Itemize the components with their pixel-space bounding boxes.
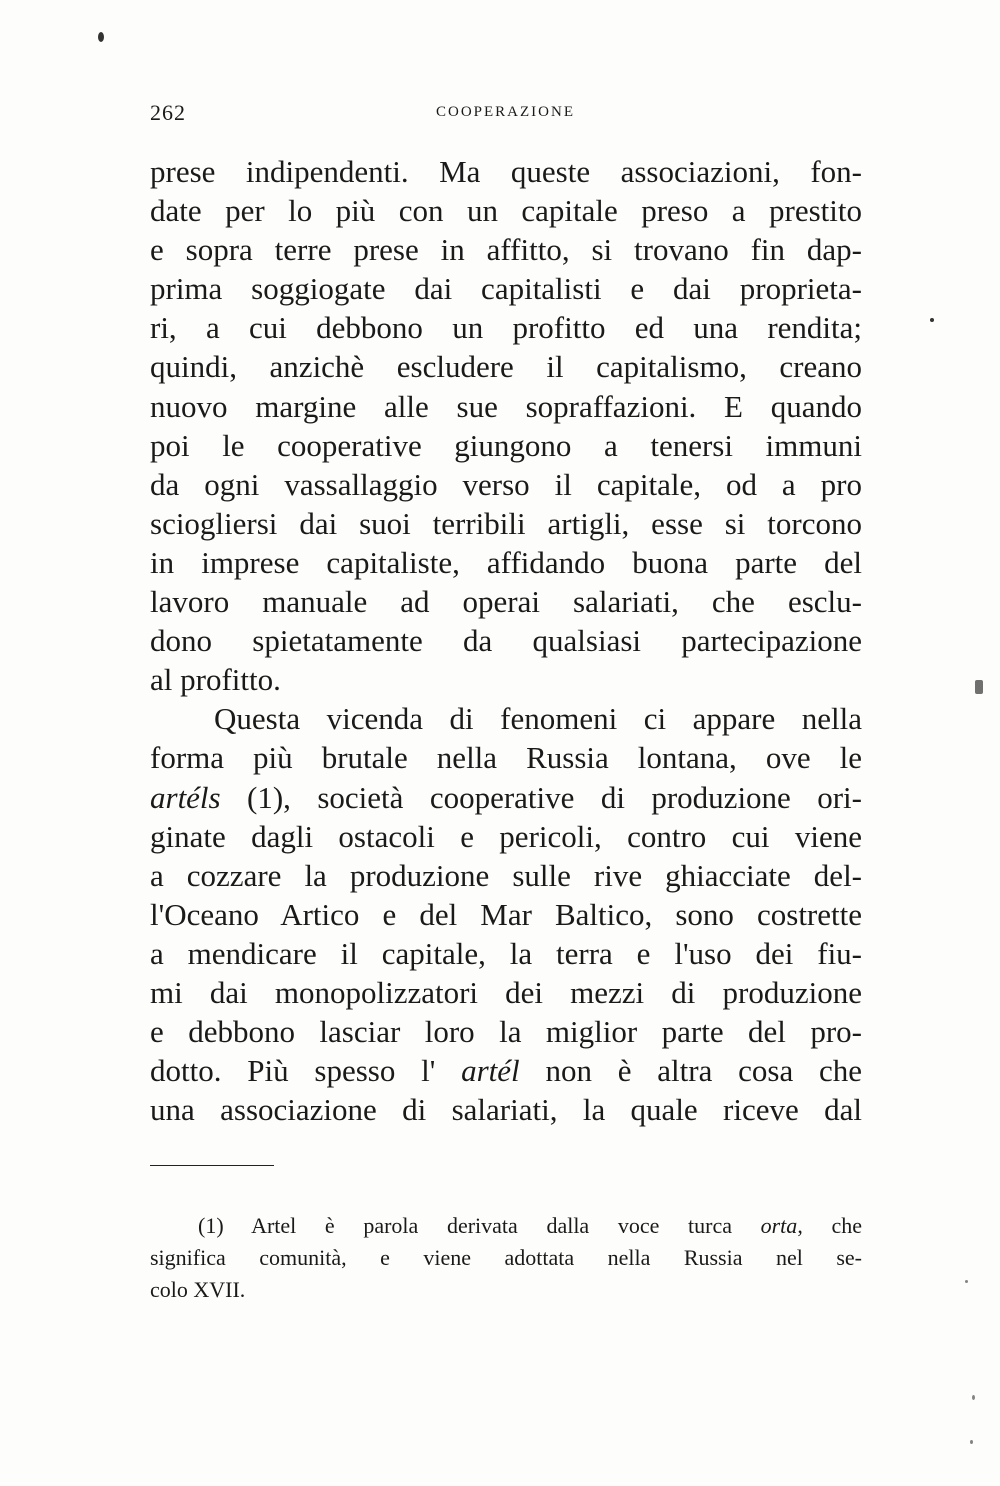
text-segment: (1), società cooperative di produzione ori-: [220, 779, 862, 815]
text-segment: (1) Artel è parola derivata dalla voce turca: [198, 1213, 761, 1238]
text-line: a cozzare la produzione sulle rive ghiacciate del-: [150, 857, 862, 893]
text-line: e debbono lasciar loro la miglior parte del pro-: [150, 1014, 862, 1050]
text-line: [150, 778, 862, 817]
text-line: da ogni vassallaggio verso il capitale, od a pro: [150, 466, 862, 502]
italic-term: artél: [461, 1053, 520, 1089]
text-line: dono spietatamente da qualsiasi partecipazione: [150, 623, 862, 659]
footnote-line: colo XVII.: [150, 1277, 246, 1302]
paragraph-first-line: Questa vicenda di fenomeni ci appare nella: [214, 701, 862, 737]
scan-speck: [972, 1395, 975, 1400]
running-head: COOPERAZIONE: [436, 104, 575, 120]
text-line: al profitto.: [150, 662, 281, 698]
text-segment: dotto. Più spesso l': [150, 1053, 462, 1089]
text-line: [150, 1051, 862, 1090]
text-line: ri, a cui debbono un profitto ed una rendita;: [150, 310, 862, 346]
text-line: mi dai monopolizzatori dei mezzi di produzione: [150, 974, 862, 1010]
text-line: sciogliersi dai suoi terribili artigli, esse si torcono: [150, 505, 862, 541]
body-text: [150, 152, 862, 1129]
text-line: forma più brutale nella Russia lontana, ove le: [150, 740, 862, 776]
scan-speck: [970, 1440, 973, 1444]
italic-term: orta: [760, 1213, 798, 1238]
page-header: [150, 100, 862, 130]
text-line: lavoro manuale ad operai salariati, che esclu-: [150, 584, 862, 620]
scan-speck: [98, 32, 104, 42]
scan-speck: [975, 680, 983, 694]
italic-term: artéls: [150, 779, 221, 815]
text-line: poi le cooperative giungono a tenersi immuni: [150, 427, 862, 463]
footnote: [150, 1210, 862, 1306]
text-line: a mendicare il capitale, la terra e l'uso dei fiu-: [150, 935, 862, 971]
page-number: 262: [150, 100, 186, 125]
scan-speck: [965, 1280, 968, 1283]
text-line: prima soggiogate dai capitalisti e dai proprieta-: [150, 271, 862, 307]
text-segment: , che: [797, 1213, 862, 1238]
text-line: ginate dagli ostacoli e pericoli, contro cui viene: [150, 818, 862, 854]
footnote-line: significa comunità, e viene adottata nella Russia nel se-: [150, 1245, 862, 1270]
text-line: nuovo margine alle sue sopraffazioni. E quando: [150, 388, 862, 424]
text-line: quindi, anzichè escludere il capitalismo, creano: [150, 349, 862, 385]
scan-speck: [930, 318, 934, 322]
footnote-separator: [150, 1165, 274, 1166]
text-line: in imprese capitaliste, affidando buona parte del: [150, 544, 862, 580]
text-line: date per lo più con un capitale preso a prestito: [150, 193, 862, 229]
text-line: e sopra terre prese in affitto, si trovano fin dap-: [150, 232, 862, 268]
text-line: l'Oceano Artico e del Mar Baltico, sono costrette: [150, 896, 862, 932]
text-line: una associazione di salariati, la quale riceve dal: [150, 1092, 862, 1128]
text-line: prese indipendenti. Ma queste associazioni, fon-: [150, 154, 862, 189]
footnote-line: [150, 1210, 862, 1242]
text-segment: non è altra cosa che: [519, 1053, 862, 1089]
